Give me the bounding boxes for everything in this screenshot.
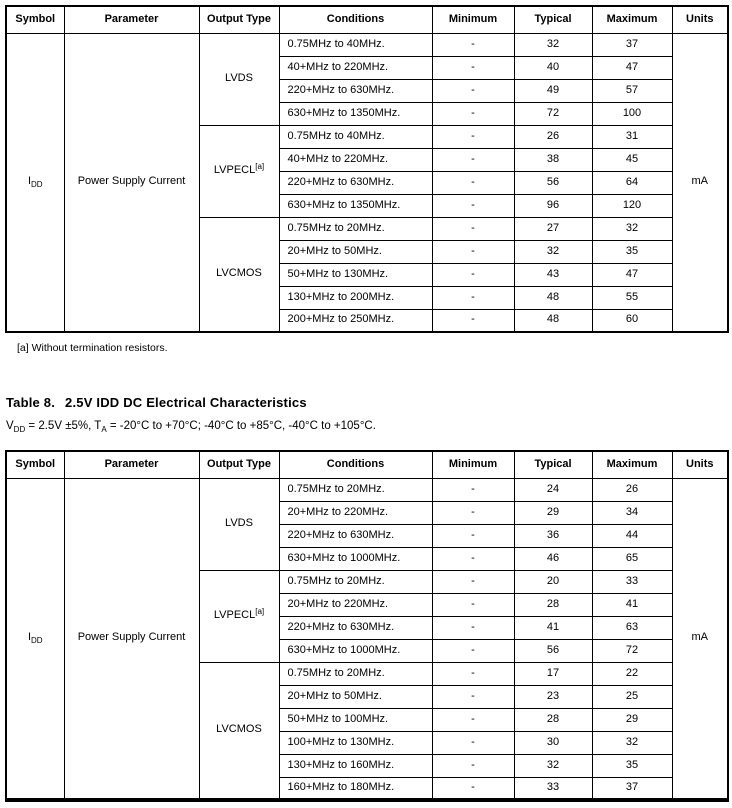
column-header-conditions: Conditions: [279, 6, 432, 33]
conditions-cell: 20+MHz to 50MHz.: [279, 685, 432, 708]
maximum-cell: 31: [592, 125, 672, 148]
conditions-cell: 0.75MHz to 20MHz.: [279, 478, 432, 501]
minimum-cell: -: [432, 56, 514, 79]
column-header-units: Units: [672, 6, 728, 33]
typical-cell: 56: [514, 639, 592, 662]
conditions-cell: 0.75MHz to 40MHz.: [279, 33, 432, 56]
maximum-cell: 25: [592, 685, 672, 708]
conditions-cell: 630+MHz to 1000MHz.: [279, 547, 432, 570]
idd-2v5-table: [5, 450, 729, 802]
table-row: [6, 33, 728, 56]
conditions-cell: 20+MHz to 220MHz.: [279, 593, 432, 616]
minimum-cell: -: [432, 240, 514, 263]
typical-cell: 32: [514, 240, 592, 263]
minimum-cell: -: [432, 524, 514, 547]
maximum-cell: 32: [592, 217, 672, 240]
column-header-minimum: Minimum: [432, 6, 514, 33]
typical-cell: 38: [514, 148, 592, 171]
typical-cell: 29: [514, 501, 592, 524]
maximum-cell: 29: [592, 708, 672, 731]
conditions-cell: 50+MHz to 100MHz.: [279, 708, 432, 731]
minimum-cell: -: [432, 685, 514, 708]
conditions-cell: 0.75MHz to 40MHz.: [279, 125, 432, 148]
minimum-cell: -: [432, 731, 514, 754]
conditions-cell: 220+MHz to 630MHz.: [279, 616, 432, 639]
typical-cell: 30: [514, 731, 592, 754]
column-header-typical: Typical: [514, 451, 592, 478]
typical-cell: 23: [514, 685, 592, 708]
maximum-cell: 47: [592, 56, 672, 79]
maximum-cell: 33: [592, 570, 672, 593]
output-type-cell: LVDS: [199, 33, 279, 125]
typical-cell: 41: [514, 616, 592, 639]
maximum-cell: 37: [592, 777, 672, 800]
output-type-cell: LVCMOS: [199, 662, 279, 800]
typical-cell: 20: [514, 570, 592, 593]
minimum-cell: -: [432, 662, 514, 685]
conditions-cell: 220+MHz to 630MHz.: [279, 524, 432, 547]
typical-cell: 28: [514, 593, 592, 616]
maximum-cell: 45: [592, 148, 672, 171]
conditions-cell: 200+MHz to 250MHz.: [279, 309, 432, 332]
minimum-cell: -: [432, 171, 514, 194]
conditions-cell: 50+MHz to 130MHz.: [279, 263, 432, 286]
table8-test-conditions: $V_{DD} = 2.5V \pm 5\%$, $T_A = -20^\circ C$ to +70°C; -40°C to +85°C, -40°C to +105°C.: [6, 420, 376, 434]
conditions-cell: 20+MHz to 50MHz.: [279, 240, 432, 263]
symbol-cell: $I_{DD}$: [6, 478, 64, 800]
conditions-cell: 0.75MHz to 20MHz.: [279, 570, 432, 593]
output-type-cell: LVDS: [199, 478, 279, 570]
typical-cell: 56: [514, 171, 592, 194]
column-header-typical: Typical: [514, 6, 592, 33]
table8-title-label: Table 8.: [6, 395, 56, 410]
maximum-cell: 55: [592, 286, 672, 309]
table8-title-text: 2.5V IDD DC Electrical Characteristics: [65, 395, 307, 410]
conditions-cell: 130+MHz to 160MHz.: [279, 754, 432, 777]
maximum-cell: 65: [592, 547, 672, 570]
minimum-cell: -: [432, 286, 514, 309]
typical-cell: 27: [514, 217, 592, 240]
maximum-cell: 22: [592, 662, 672, 685]
typical-cell: 28: [514, 708, 592, 731]
minimum-cell: -: [432, 777, 514, 800]
table-row: [6, 478, 728, 501]
units-cell: mA: [672, 33, 728, 332]
minimum-cell: -: [432, 148, 514, 171]
maximum-cell: 60: [592, 309, 672, 332]
column-header-minimum: Minimum: [432, 451, 514, 478]
typical-cell: 43: [514, 263, 592, 286]
minimum-cell: -: [432, 102, 514, 125]
typical-cell: 33: [514, 777, 592, 800]
minimum-cell: -: [432, 547, 514, 570]
column-header-output-type: Output Type: [199, 6, 279, 33]
conditions-cell: 630+MHz to 1350MHz.: [279, 194, 432, 217]
column-header-maximum: Maximum: [592, 451, 672, 478]
typical-cell: 49: [514, 79, 592, 102]
maximum-cell: 47: [592, 263, 672, 286]
column-header-symbol: Symbol: [6, 451, 64, 478]
conditions-cell: 0.75MHz to 20MHz.: [279, 217, 432, 240]
symbol-cell: $I_{DD}$: [6, 33, 64, 332]
column-header-symbol: Symbol: [6, 6, 64, 33]
typical-cell: 46: [514, 547, 592, 570]
minimum-cell: -: [432, 501, 514, 524]
minimum-cell: -: [432, 309, 514, 332]
output-type-cell: LVPECL[a]: [199, 570, 279, 662]
minimum-cell: -: [432, 33, 514, 56]
conditions-cell: 40+MHz to 220MHz.: [279, 148, 432, 171]
maximum-cell: 32: [592, 731, 672, 754]
conditions-cell: 220+MHz to 630MHz.: [279, 171, 432, 194]
typical-cell: 48: [514, 286, 592, 309]
output-type-cell: LVPECL[a]: [199, 125, 279, 217]
typical-cell: 17: [514, 662, 592, 685]
maximum-cell: 63: [592, 616, 672, 639]
parameter-cell: Power Supply Current: [64, 33, 199, 332]
minimum-cell: -: [432, 478, 514, 501]
idd-3v3-table-continued: [5, 5, 729, 333]
column-header-parameter: Parameter: [64, 451, 199, 478]
typical-cell: 48: [514, 309, 592, 332]
conditions-cell: 130+MHz to 200MHz.: [279, 286, 432, 309]
parameter-cell: Power Supply Current: [64, 478, 199, 800]
conditions-cell: 20+MHz to 220MHz.: [279, 501, 432, 524]
maximum-cell: 34: [592, 501, 672, 524]
conditions-cell: 160+MHz to 180MHz.: [279, 777, 432, 800]
maximum-cell: 35: [592, 754, 672, 777]
typical-cell: 36: [514, 524, 592, 547]
conditions-cell: 220+MHz to 630MHz.: [279, 79, 432, 102]
maximum-cell: 26: [592, 478, 672, 501]
maximum-cell: 37: [592, 33, 672, 56]
typical-cell: 40: [514, 56, 592, 79]
minimum-cell: -: [432, 754, 514, 777]
conditions-cell: 630+MHz to 1350MHz.: [279, 102, 432, 125]
typical-cell: 72: [514, 102, 592, 125]
maximum-cell: 41: [592, 593, 672, 616]
column-header-output-type: Output Type: [199, 451, 279, 478]
minimum-cell: -: [432, 570, 514, 593]
conditions-cell: 0.75MHz to 20MHz.: [279, 662, 432, 685]
conditions-cell: 40+MHz to 220MHz.: [279, 56, 432, 79]
conditions-cell: 100+MHz to 130MHz.: [279, 731, 432, 754]
typical-cell: 32: [514, 33, 592, 56]
table8-title: [6, 395, 727, 410]
minimum-cell: -: [432, 593, 514, 616]
minimum-cell: -: [432, 125, 514, 148]
maximum-cell: 72: [592, 639, 672, 662]
column-header-maximum: Maximum: [592, 6, 672, 33]
minimum-cell: -: [432, 616, 514, 639]
minimum-cell: -: [432, 194, 514, 217]
column-header-parameter: Parameter: [64, 6, 199, 33]
output-type-cell: LVCMOS: [199, 217, 279, 332]
table-footnote: [a] Without termination resistors.: [17, 342, 168, 354]
maximum-cell: 64: [592, 171, 672, 194]
typical-cell: 96: [514, 194, 592, 217]
typical-cell: 24: [514, 478, 592, 501]
column-header-conditions: Conditions: [279, 451, 432, 478]
minimum-cell: -: [432, 263, 514, 286]
minimum-cell: -: [432, 708, 514, 731]
minimum-cell: -: [432, 79, 514, 102]
maximum-cell: 100: [592, 102, 672, 125]
conditions-cell: 630+MHz to 1000MHz.: [279, 639, 432, 662]
typical-cell: 26: [514, 125, 592, 148]
header-row: [6, 6, 728, 33]
maximum-cell: 44: [592, 524, 672, 547]
header-row: [6, 451, 728, 478]
units-cell: mA: [672, 478, 728, 800]
maximum-cell: 57: [592, 79, 672, 102]
typical-cell: 32: [514, 754, 592, 777]
maximum-cell: 120: [592, 194, 672, 217]
minimum-cell: -: [432, 639, 514, 662]
maximum-cell: 35: [592, 240, 672, 263]
column-header-units: Units: [672, 451, 728, 478]
minimum-cell: -: [432, 217, 514, 240]
